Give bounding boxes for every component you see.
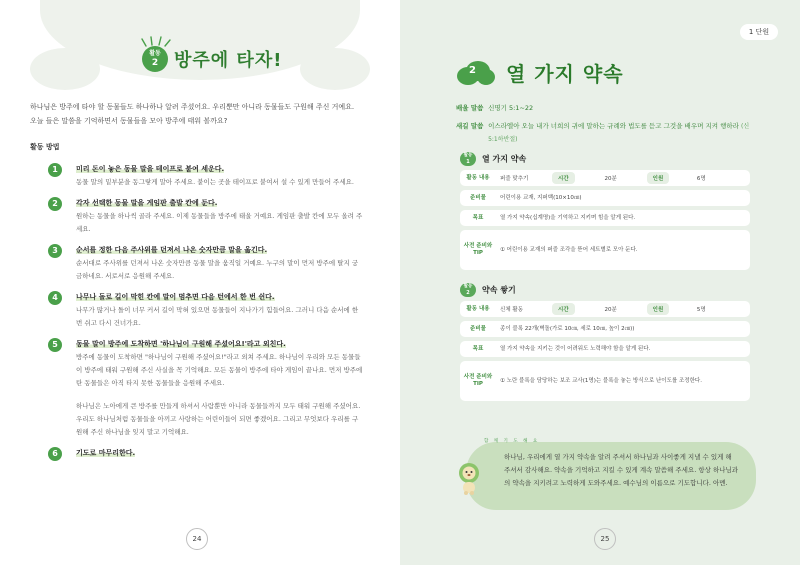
step-title: 동물 말이 방주에 도착하면 '하나님이 구원해 주셨어요!'라고 외친다. — [76, 340, 286, 348]
step-item — [48, 244, 364, 283]
chapter-cloud-icon — [456, 60, 496, 86]
activity-badge — [142, 46, 168, 72]
activity2-pill: 활동 2 — [460, 283, 476, 297]
page-number: 24 — [186, 528, 208, 550]
step-body: 나무가 많거나 돌이 너무 커서 길이 막혀 있으면 동물들이 지나가기 힘들어요. 그러니 다음 순서에 한 번 쉬고 다시 건너가요. — [76, 306, 359, 327]
memory-verse-value: 이스라엘아 오늘 내가 너희의 귀에 말하는 규례와 법도를 듣고 그것을 배우며 지켜 행하라 — [488, 122, 739, 130]
step-body: 원하는 동물을 하나씩 골라 주세요. 이제 동물들을 방주에 태울 거예요. 게임판 출발 칸에 모두 올려 주세요. — [76, 212, 363, 233]
activity1-heading — [460, 152, 526, 166]
scripture-label: 배울 말씀 — [456, 104, 484, 112]
step-body: 순서대로 주사위를 던져서 나온 숫자만큼 동물 말을 움직일 거예요. 누구의 말이 먼저 방주에 탈지 궁금하네요. 서로서로 응원해 주세요. — [76, 259, 359, 280]
right-page — [400, 0, 800, 565]
table-row: 준비물 어린이용 교재, 지퍼백(10×10㎝) — [460, 190, 750, 206]
scripture-row — [456, 102, 750, 114]
table-row: 준비물 종이 블록 22개(벽돌(가로 10㎝, 세로 10㎝, 높이 2㎝)) — [460, 321, 750, 337]
scripture-value: 신명기 5:1~22 — [488, 104, 534, 112]
chapter-title: 열 가지 약속 — [506, 62, 624, 86]
step-body: 하나님은 노아에게 큰 방주를 만들게 하셔서 사람뿐만 아니라 동물들까지 모두 태워 구원해 주셨어요. 우리도 하나님처럼 동물들을 아끼고 사랑하는 어린이들이 되면 좋겠어요. 그리고 무엇보다 우리를 구원해 주신 하나님을 잊지 말고 기억해요. — [76, 402, 361, 436]
memory-verse-row — [456, 120, 750, 146]
step-item — [48, 447, 364, 460]
step-number: 4 — [48, 291, 62, 305]
unit-tab: 1 단원 — [740, 24, 778, 40]
step-title: 기도로 마무리한다. — [76, 449, 136, 457]
method-heading: 활동 방법 — [30, 143, 60, 151]
step-number: 2 — [48, 197, 62, 211]
prayer-bubble: 하나님, 우리에게 열 가지 약속을 알려 주셔서 하나님과 사이좋게 지낼 수 있게 해 주셔서 감사해요. 약속을 기억하고 지킬 수 있게 계속 말씀해 주세요. 항상 하나님과의 약속을 지키려고 노력하게 도와주세요. 예수님의 이름으로 기도합니다. 아멘. — [466, 442, 756, 510]
step-number: 5 — [48, 338, 62, 352]
step-number: 1 — [48, 163, 62, 177]
activity-badge-number: 2 — [151, 58, 159, 68]
cloud-bump — [300, 48, 370, 90]
step-item — [48, 338, 364, 439]
step-number: 3 — [48, 244, 62, 258]
step-body: 방주에 동물이 도착하면 "하나님이 구원해 주셨어요!"라고 외쳐 주세요. 하나님이 우리와 모든 동물들이 방주에 태워 구원해 주신 사실을 꼭 기억해요. 모든 동물이 방주에 타야 게임이 끝나요. 먼저 방주에 탄 동물들은 아직 타지 못한 동물들을 응원해 주세요. — [76, 353, 363, 387]
activity2-heading — [460, 283, 516, 297]
step-list — [48, 163, 364, 468]
table-row: 활동 내용 퍼즐 맞추기 시간 20분 인원 6명 — [460, 170, 750, 186]
prayer-label: 함 께 기 도 해 요 — [484, 439, 540, 444]
cloud-bump — [30, 48, 100, 90]
chapter-number: 2 — [469, 65, 476, 76]
table-row: 목표 열 가지 약속(십계명)을 기억하고 지키며 힘을 알게 된다. — [460, 210, 750, 226]
table-row: 사전 준비와 TIP ① 노란 블록을 담당하는 보조 교사(1명)는 블록을 놓는 방식으로 난이도를 조정한다. — [460, 361, 750, 401]
table-row: 목표 열 가지 약속을 지키는 것이 어려워도 노력해야 함을 알게 된다. — [460, 341, 750, 357]
step-title: 나무나 돌로 길이 막힌 칸에 말이 멈추면 다음 턴에서 한 번 쉰다. — [76, 293, 275, 301]
lion-icon — [456, 462, 482, 496]
step-title: 미리 돈이 놓은 동물 말을 테이프로 붙여 세운다. — [76, 165, 225, 173]
activity2-title: 약속 쌓기 — [482, 285, 516, 295]
step-title: 각자 선택한 동물 말을 게임판 출발 칸에 둔다. — [76, 199, 218, 207]
activity-badge-label: 활동 — [149, 50, 161, 57]
table-row: 활동 내용 신체 활동 시간 20분 인원 5명 — [460, 301, 750, 317]
step-item — [48, 197, 364, 236]
step-item — [48, 163, 364, 189]
memory-verse-label: 새길 말씀 — [456, 122, 484, 130]
table-row: 사전 준비와 TIP ① 어린이용 교재의 퍼즐 조각을 뜯어 세트별로 모아 둔다. — [460, 230, 750, 270]
activity1-pill: 활동 1 — [460, 152, 476, 166]
step-item — [48, 291, 364, 330]
page-number: 25 — [594, 528, 616, 550]
step-body: 동물 말의 밑부분을 동그랗게 말아 주세요. 붙이는 곳을 테이프로 붙여서 설 수 있게 만들어 주세요. — [76, 178, 354, 186]
intro-paragraph: 하나님은 방주에 타야 할 동물들도 하나하나 알려 주셨어요. 우리뿐만 아니라 동물들도 구원해 주신 거예요. 오늘 들은 말씀을 기억하면서 동물들을 모아 방주에 태워 볼까요? — [30, 103, 355, 125]
activity1-title: 열 가지 약속 — [482, 154, 527, 164]
memory-verse-ref: (신 5:1하반절) — [488, 123, 750, 143]
activity2-table — [460, 301, 750, 405]
activity1-table — [460, 170, 750, 274]
step-title: 순서를 정한 다음 주사위를 던져서 나온 숫자만큼 말을 옮긴다. — [76, 246, 268, 254]
activity-title: 방주에 타자! — [174, 50, 283, 71]
step-number: 6 — [48, 447, 62, 461]
